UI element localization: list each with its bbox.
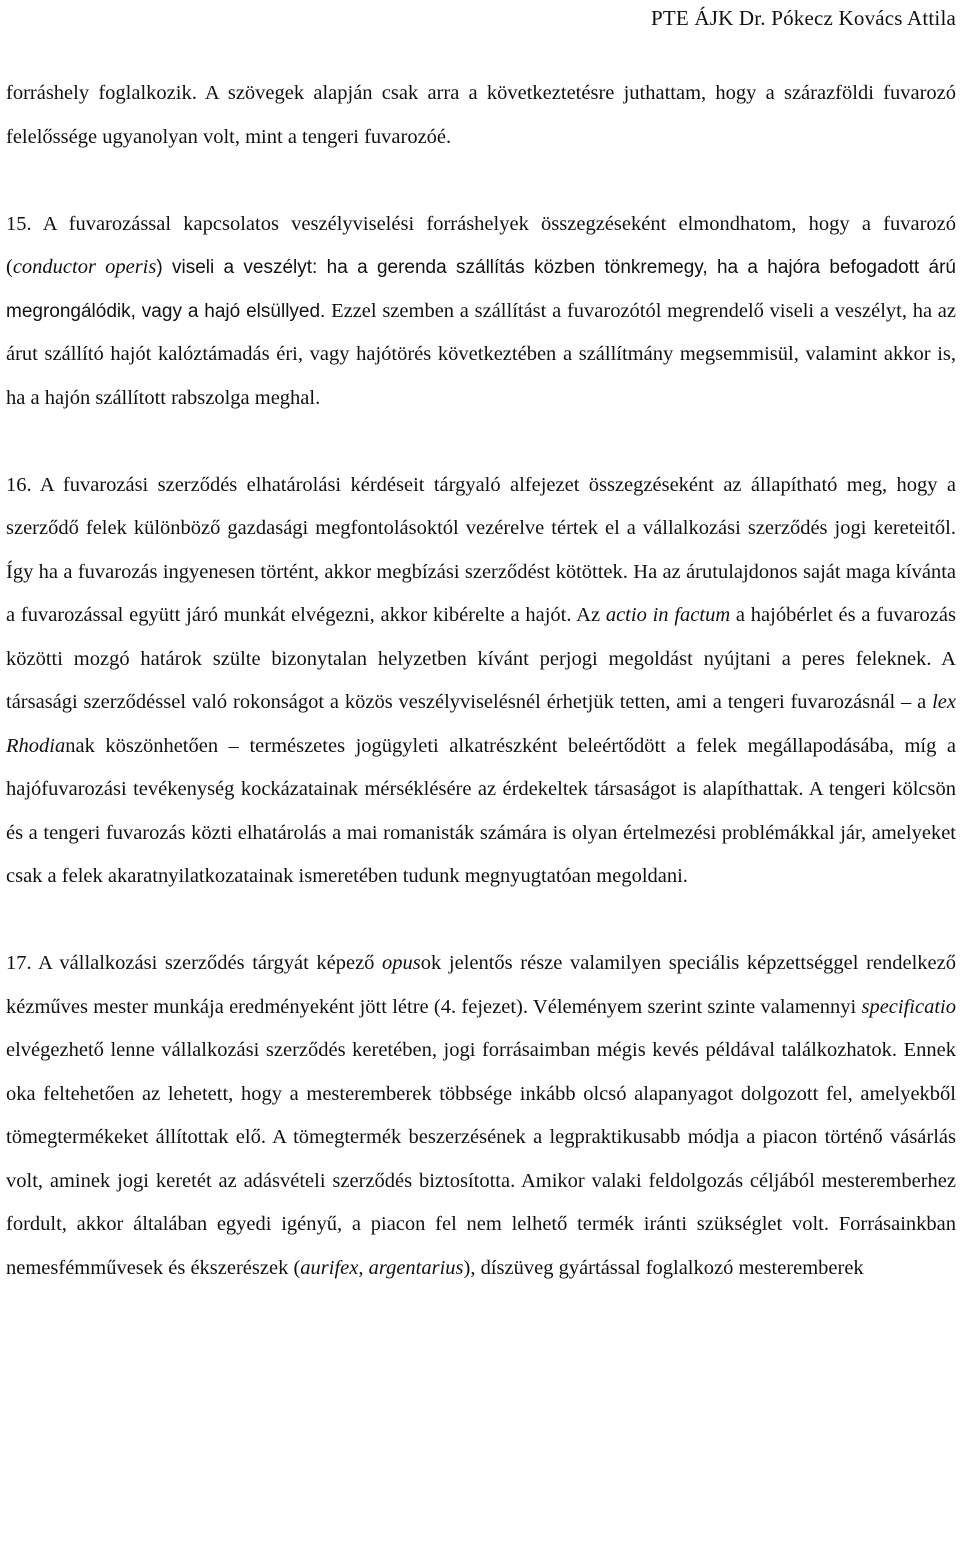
- paragraph-text: – a: [901, 691, 933, 713]
- latin-term: actio in factum: [605, 604, 731, 626]
- latin-term: conductor: [12, 256, 96, 278]
- paragraph-text: ) viseli a veszélyt: ha a gerenda szállítás közben tönkremegy, ha a hajóra befogadott árú megrongálódik, vagy a hajó elsüllyed.: [6, 257, 956, 322]
- paragraph-text: A tengeri kölcsön és a tengeri fuvarozás közti elhatárolás a mai romanisták számára is olyan értelmezési problémákkal jár, amelyeket csak a felek akaratnyilatkozatainak ismeretében tudunk megnyugtatóan megoldani.: [6, 778, 956, 887]
- latin-term: specificatio: [861, 995, 956, 1018]
- paragraph-text: 17. A vállalkozási szerződés tárgyát képező: [6, 952, 383, 974]
- latin-term: opus: [382, 952, 421, 974]
- latin-term: operis: [105, 256, 157, 278]
- paragraph-text: Ha az árutulajdonos saját maga kívánta a fuvarozással együtt járó munkát elvégezni, akkor kibérelte a hajót.: [6, 560, 956, 626]
- paragraph-16: [6, 464, 956, 899]
- paragraph-text: Az: [571, 604, 606, 626]
- paragraph-text: ok jelentős része valamilyen speciális képzettséggel rendelkező kézműves mester munkája eredményeként jött létre (4. fejezet). Véleményem szerint szinte valamennyi: [6, 952, 956, 1018]
- page-header: PTE ÁJK Dr. Pókecz Kovács Attila: [650, 6, 956, 30]
- latin-term: aurifex, argentarius: [300, 1256, 464, 1279]
- paragraph-text: 16. A fuvarozási szerződés elhatárolási kérdéseit tárgyaló alfejezet összegzéseként az állapítható meg, hogy a szerződő felek különböző gazdasági megfontolásoktól vezérelve tértek el a vállalkozási szerződés jogi kereteitől.: [6, 473, 956, 539]
- paragraph-text: 15. A fuvarozással kapcsolatos veszélyviselési forráshelyek összegzéseként elmondhatom, hogy a fuvarozó (: [6, 212, 956, 278]
- document-body: [6, 72, 956, 1290]
- latin-term: lex Rhodia: [6, 691, 956, 757]
- paragraph-text: ), díszüveg gyártással foglalkozó mesteremberek: [463, 1256, 864, 1279]
- paragraph-15: [6, 203, 956, 421]
- paragraph-17: [6, 942, 956, 1290]
- paragraph-14-continued: [6, 72, 956, 159]
- paragraph-text: forráshely foglalkozik. A szövegek alapján csak arra a következtetésre juthattam, hogy a szárazföldi fuvarozó felelőssége ugyanolyan volt, mint a tengeri fuvarozóé.: [6, 82, 956, 148]
- paragraph-text: nak köszönhetően – természetes jogügyleti alkatrészként beleértődött a felek megállapodásába, míg a hajófuvarozási tevékenység kockázatainak mérséklésére az érdekeltek társaságot is alapíthattak.: [6, 734, 956, 800]
- text-space: [96, 256, 105, 278]
- paragraph-text: a hajóbérlet és a fuvarozás közötti mozgó határok szülte bizonytalan helyzetben kívánt perjogi megoldást nyújtani a peres feleknek.: [6, 604, 956, 670]
- paragraph-text: Ezzel szemben a szállítást a fuvarozótól megrendelő viseli a veszélyt, ha az árut szállító hajót kalóztámadás éri, vagy hajótörés következtében a szállítmány megsemmisül, valamint akkor is, ha a hajón szállított rabszolga meghal.: [6, 299, 956, 409]
- paragraph-text: A társasági szerződéssel való rokonságot a közös veszélyviselésnél érhetjük tetten, ami a tengeri fuvarozásnál: [6, 647, 956, 713]
- paragraph-text: elvégezhető lenne vállalkozási szerződés keretében, jogi forrásaimban mégis kevés példával találkozhatok. Ennek oka feltehetően az lehetett, hogy a mesteremberek többsége inkább olcsó alapanyagot dolgozott fel, amelyekből tömegtermékeket állítottak elő. A tömegtermék beszerzésének a legpraktikusabb módja a piacon történő vásárlás volt, aminek jogi keretét az adásvételi szerződés biztosította. Amikor valaki feldolgozás céljából mesteremberhez fordult, akkor általában egyedi igényű, a piacon fel nem lelhető termék iránti szükséglet volt. Forrásainkban nemesfémművesek és ékszerészek (: [6, 1039, 956, 1279]
- paragraph-text: Így ha a fuvarozás ingyenesen történt, akkor megbízási szerződést kötöttek.: [6, 560, 628, 583]
